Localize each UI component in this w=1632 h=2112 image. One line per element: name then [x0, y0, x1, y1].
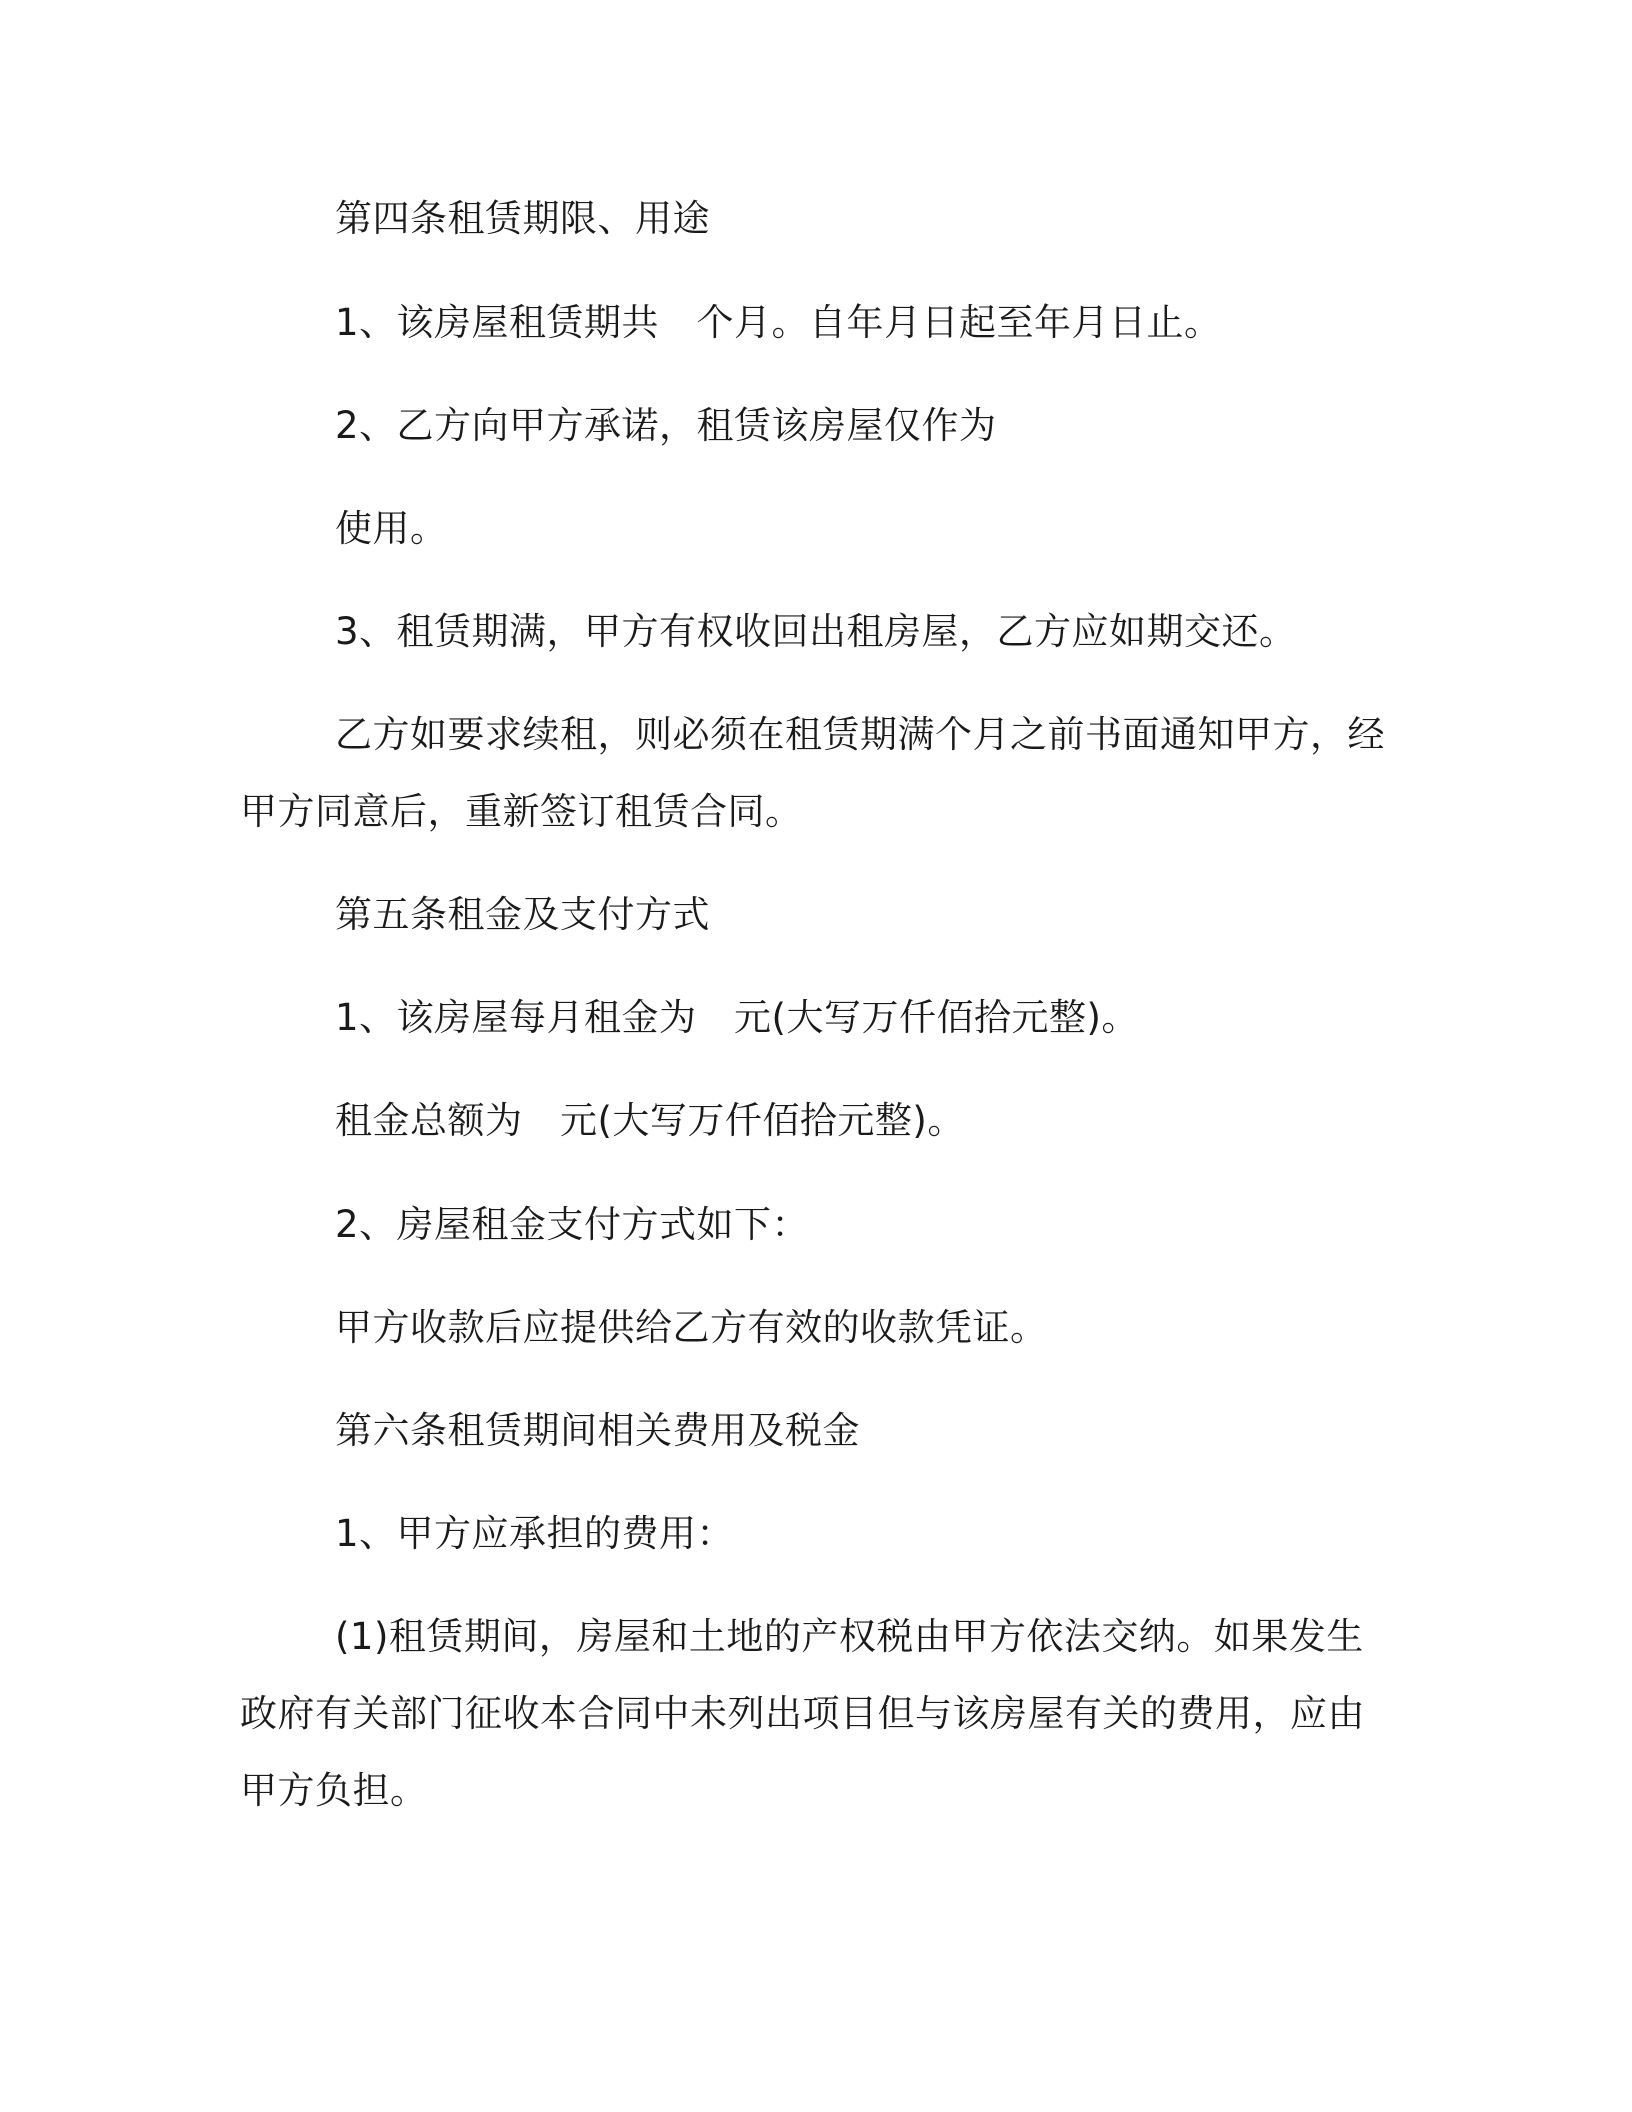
article-6-heading: 第六条租赁期间相关费用及税金 [335, 1409, 860, 1452]
article-4-clause-2: 2、乙方向甲方承诺，租赁该房屋仅作为 [335, 404, 997, 447]
article-4-clause-2-cont: 使用。 [335, 507, 448, 550]
article-5-heading: 第五条租金及支付方式 [335, 893, 710, 936]
article-6-clause-1: 1、甲方应承担的费用： [335, 1512, 735, 1555]
article-5-receipt: 甲方收款后应提供给乙方有效的收款凭证。 [335, 1306, 1048, 1349]
article-4-clause-3: 3、租赁期满，甲方有权收回出租房屋，乙方应如期交还。 [335, 610, 1297, 653]
article-6-item-1-line-2: 政府有关部门征收本合同中未列出项目但与该房屋有关的费用，应由 [240, 1692, 1365, 1735]
renewal-paragraph-line-2: 甲方同意后，重新签订租赁合同。 [240, 790, 803, 833]
article-4-clause-1: 1、该房屋租赁期共 个月。自年月日起至年月日止。 [335, 301, 1222, 344]
article-5-clause-1: 1、该房屋每月租金为 元(大写万仟佰拾元整)。 [335, 996, 1139, 1039]
article-5-total-rent: 租金总额为 元(大写万仟佰拾元整)。 [335, 1099, 965, 1142]
article-6-item-1-line-1: (1)租赁期间，房屋和土地的产权税由甲方依法交纳。如果发生 [335, 1615, 1364, 1658]
article-5-clause-2: 2、房屋租金支付方式如下： [335, 1203, 810, 1246]
renewal-paragraph-line-1: 乙方如要求续租，则必须在租赁期满个月之前书面通知甲方，经 [335, 713, 1385, 756]
article-4-heading: 第四条租赁期限、用途 [335, 197, 710, 240]
article-6-item-1-line-3: 甲方负担。 [240, 1769, 428, 1812]
